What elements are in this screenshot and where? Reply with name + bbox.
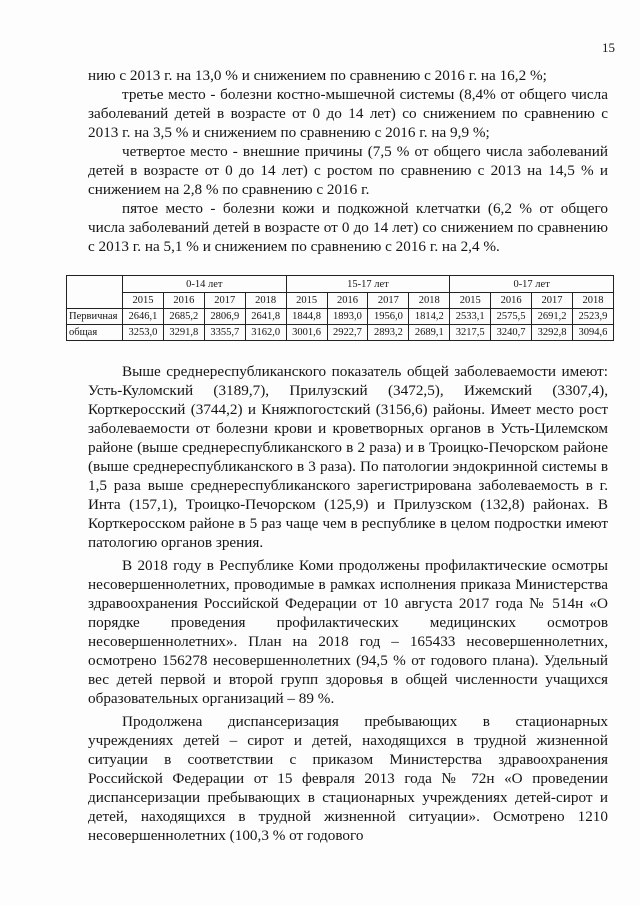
table-cell: 2523,9 bbox=[572, 309, 613, 325]
paragraph: третье место - болезни костно-мышечной системы (8,4% от общего числа заболеваний детей в возрасте от 0 до 14 лет) со снижением по сравнению с 2013 г. на 3,5 % и снижением по сравнению с 2016 г. на 9,9 %; bbox=[88, 86, 608, 141]
table-cell: 1814,2 bbox=[409, 309, 450, 325]
text-block-top bbox=[88, 66, 608, 256]
table-cell: 3240,7 bbox=[491, 325, 532, 341]
table-cell: 3162,0 bbox=[245, 325, 286, 341]
year-header-cell: 2016 bbox=[327, 293, 368, 309]
table-cell: 1956,0 bbox=[368, 309, 409, 325]
table-corner-cell bbox=[67, 276, 123, 309]
year-header-cell: 2018 bbox=[572, 293, 613, 309]
table-cell: 3253,0 bbox=[123, 325, 164, 341]
year-header-cell: 2015 bbox=[123, 293, 164, 309]
table-cell: 2641,8 bbox=[245, 309, 286, 325]
year-header-cell: 2018 bbox=[245, 293, 286, 309]
text-block-bottom bbox=[88, 362, 608, 845]
group-header-cell: 0-14 лет bbox=[123, 276, 287, 293]
paragraph: В 2018 году в Республике Коми продолжены профилактические осмотры несовершеннолетних, проводимые в рамках исполнения приказа Министерства здравоохранения Российской Федерации от 10 августа 2017 года № 514н «О порядке проведения профилактических медицинских осмотров несовершеннолетних». План на 2018 год – 165433 несовершеннолетних, осмотрено 156278 несовершеннолетних (94,5 % от годового плана). Удельный вес детей первой и второй групп здоровья в общей численности учащихся образовательных организаций – 89 %. bbox=[88, 557, 608, 707]
year-header-cell: 2016 bbox=[491, 293, 532, 309]
table-cell: 3001,6 bbox=[286, 325, 327, 341]
table-cell: 2689,1 bbox=[409, 325, 450, 341]
year-header-cell: 2017 bbox=[532, 293, 573, 309]
page-number: 15 bbox=[602, 40, 615, 55]
paragraph: Продолжена диспансеризация пребывающих в стационарных учреждениях детей – сирот и детей, находящихся в трудной жизненной ситуации в соответствии с приказом Министерства здравоохранения Российской Федерации от 15 февраля 2013 года № 72н «О проведении диспансеризации пребывающих в стационарных учреждениях детей-сирот и детей, находящихся в трудной жизненной ситуации». Осмотрено 1210 несовершеннолетних (100,3 % от годового bbox=[88, 713, 608, 844]
paragraph: Выше среднереспубликанского показатель общей заболеваемости имеют: Усть-Куломский (3189,7), Прилузский (3472,5), Ижемский (3307,4), Корткеросский (3744,2) и Княжпогостский (3156,6) районы. Имеет место рост заболеваемости от болезни крови и кроветворных органов в Усть-Цилемском районе (выше среднереспубликанского в 2 раза) и в Троицко-Печорском районе (выше среднереспубликанского в 3 раза). По патологии эндокринной системы в 1,5 раза выше среднереспубликанского зарегистрирована заболеваемость в г. Инта (157,1), Троицко-Печорском (125,9) и Прилузском (132,8) районах. В Корткеросском районе в 5 раз чаще чем в республике в целом подростки имеют патологию органов зрения. bbox=[88, 363, 608, 551]
table-cell: 2806,9 bbox=[204, 309, 245, 325]
table-cell: 2533,1 bbox=[450, 309, 491, 325]
table-cell: 3292,8 bbox=[532, 325, 573, 341]
morbidity-table bbox=[66, 275, 614, 341]
paragraph: нию с 2013 г. на 13,0 % и снижением по сравнению с 2016 г. на 16,2 %; bbox=[88, 67, 547, 84]
table-cell: 3094,6 bbox=[572, 325, 613, 341]
year-header-cell: 2017 bbox=[368, 293, 409, 309]
row-label-cell: Первичная bbox=[67, 309, 123, 325]
paragraph: четвертое место - внешние причины (7,5 % от общего числа заболеваний детей в возрасте от 0 до 14 лет) с ростом по сравнению с 2013 на 14,5 % и снижением на 2,8 % по сравнению с 2016 г. bbox=[88, 143, 608, 198]
table-cell: 3217,5 bbox=[450, 325, 491, 341]
table-cell: 1844,8 bbox=[286, 309, 327, 325]
table-cell: 2646,1 bbox=[123, 309, 164, 325]
year-header-cell: 2016 bbox=[163, 293, 204, 309]
table-cell: 2893,2 bbox=[368, 325, 409, 341]
group-header-cell: 15-17 лет bbox=[286, 276, 450, 293]
group-header-cell: 0-17 лет bbox=[450, 276, 614, 293]
table-cell: 2575,5 bbox=[491, 309, 532, 325]
table-cell: 1893,0 bbox=[327, 309, 368, 325]
year-header-cell: 2015 bbox=[286, 293, 327, 309]
table-row bbox=[67, 325, 614, 341]
table-header-row-years bbox=[67, 293, 614, 309]
table-cell: 2922,7 bbox=[327, 325, 368, 341]
table-cell: 2691,2 bbox=[532, 309, 573, 325]
table-cell: 3355,7 bbox=[204, 325, 245, 341]
paragraph: пятое место - болезни кожи и подкожной клетчатки (6,2 % от общего числа заболеваний детей в возрасте от 0 до 14 лет) со снижением по сравнению с 2013 г. на 5,1 % и снижением по сравнению с 2016 г. на 2,4 %. bbox=[88, 200, 608, 255]
year-header-cell: 2018 bbox=[409, 293, 450, 309]
table-cell: 2685,2 bbox=[163, 309, 204, 325]
year-header-cell: 2015 bbox=[450, 293, 491, 309]
table-cell: 3291,8 bbox=[163, 325, 204, 341]
table-header-row-groups bbox=[67, 276, 614, 293]
year-header-cell: 2017 bbox=[204, 293, 245, 309]
row-label-cell: общая bbox=[67, 325, 123, 341]
table-row bbox=[67, 309, 614, 325]
